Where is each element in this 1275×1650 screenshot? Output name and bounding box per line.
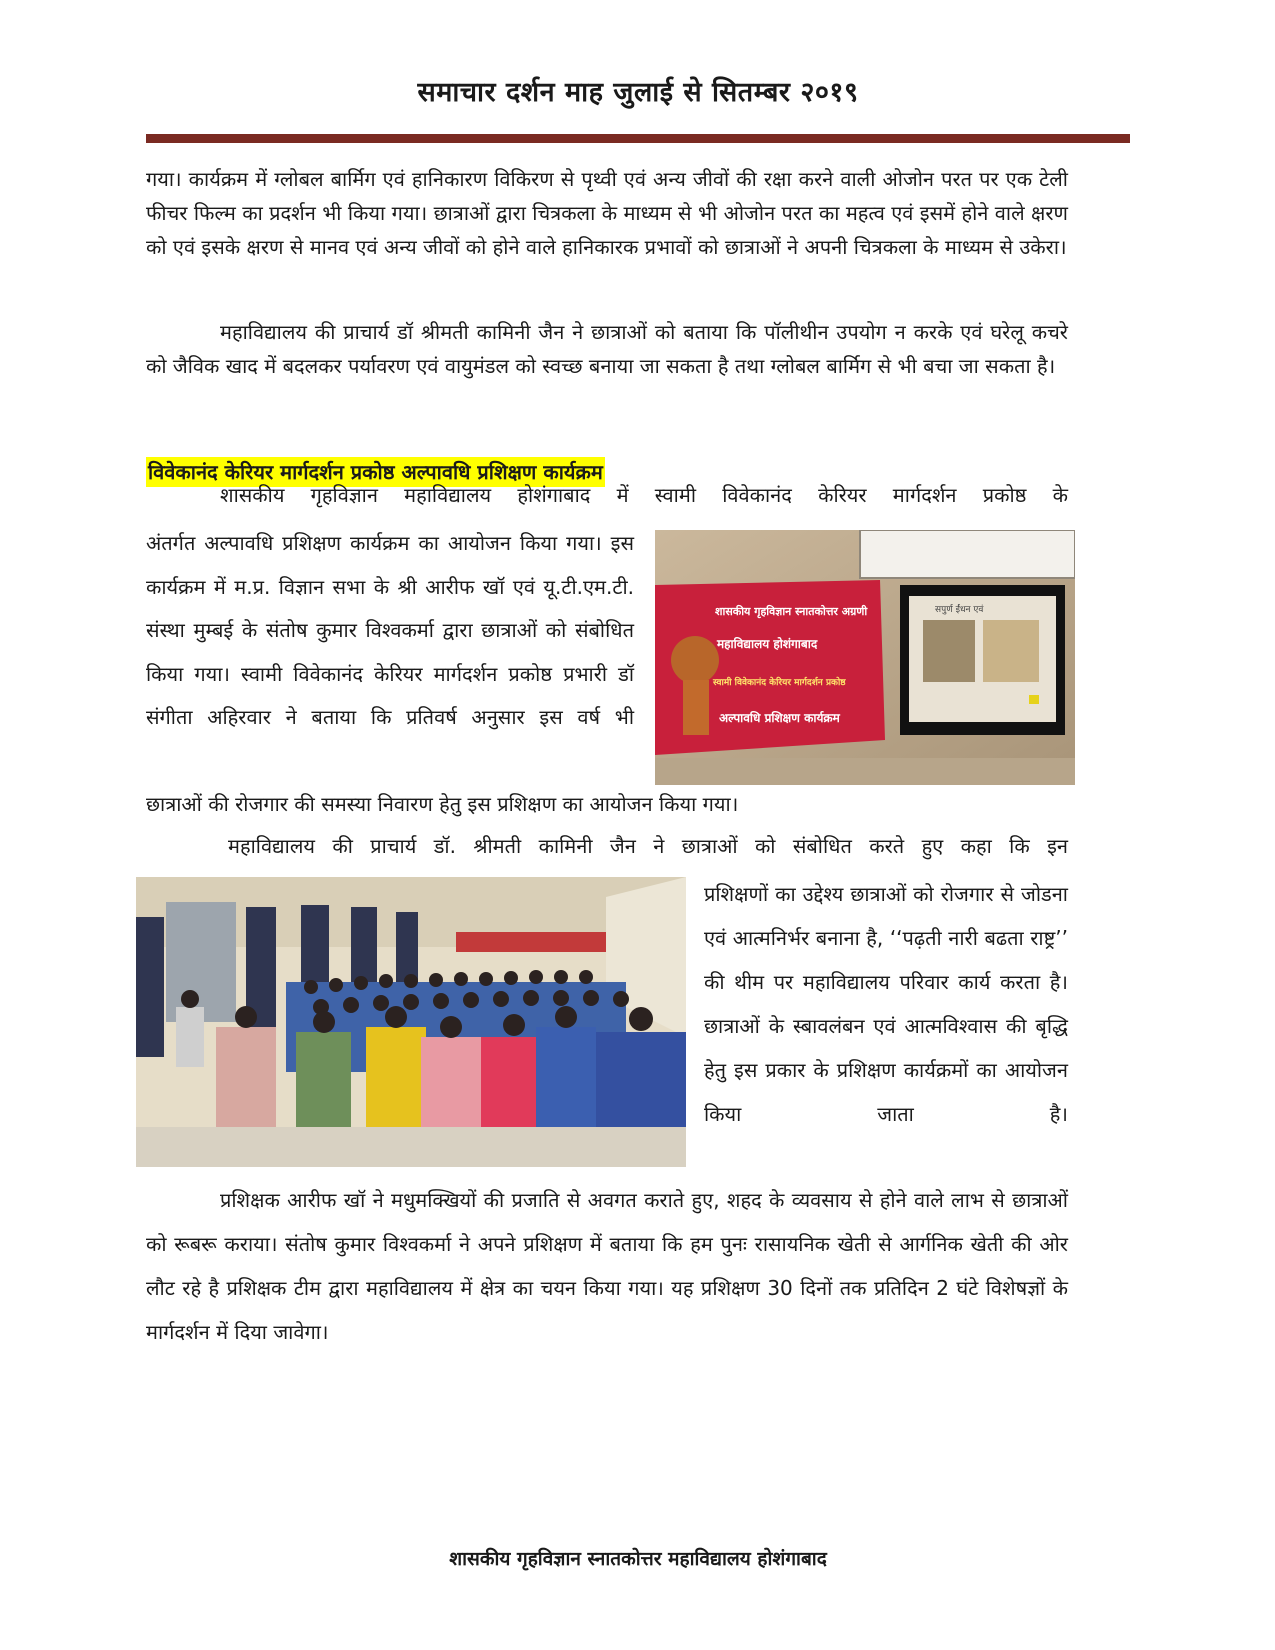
title-divider <box>146 134 1130 143</box>
banner-line-2: महाविद्यालय होशंगाबाद <box>717 637 818 651</box>
paragraph-training-end: छात्राओं की रोजगार की समस्या निवारण हेतु इस प्रशिक्षण का आयोजन किया गया। <box>146 792 739 816</box>
screen-caption: सपुर्ण ईंधन एवं <box>935 605 984 615</box>
paragraph-trainers: प्रशिक्षक आरीफ खॉ ने मधुमक्खियों की प्रजाति से अवगत कराते हुए, शहद के व्यवसाय से होने वाले लाभ से छात्राओं को रूबरू कराया। संतोष कुमार विश्वकर्मा ने अपने प्रशिक्षण में बताया कि हम पुनः रासायनिक खेती से आर्गनिक खेती की ओर लौट रहे है प्रशिक्षक टीम द्वारा महाविद्यालय में क्षेत्र का चयन किया गया। यह प्रशिक्षण 30 दिनों तक प्रतिदिन 2 घंटे विशेषज्ञों के मार्गदर्शन में दिया जावेगा। <box>146 1188 1068 1344</box>
paragraph-ozone: गया। कार्यक्रम में ग्लोबल बार्मिग एवं हानिकारण विकिरण से पृथ्वी एवं अन्य जीवों की रक्षा करने वाली ओजोन परत पर एक टेली फीचर फिल्म का प्रदर्शन भी किया गया। छात्राओं द्वारा चित्रकला के माध्यम से भी ओजोन परत का महत्व एवं इसमें होने वाले क्षरण को एवं इसके क्षरण से मानव एवं अन्य जीवों को होने वाले हानिकारक प्रभावों को छात्राओं ने अपनी चित्रकला के माध्यम से उकेरा। <box>146 167 1068 259</box>
paragraph-training-first-line: शासकीय गृहविज्ञान महाविद्यालय होशंगाबाद में स्वामी विवेकानंद केरियर मार्गदर्शन प्रकोष्ठ के <box>220 483 1068 507</box>
paragraph-principal-address-right-column: प्रशिक्षणों का उद्देश्य छात्राओं को रोजगार से जोडना एवं आत्मनिर्भर बनाना है, ‘‘पढ़ती नारी बढता राष्ट्र’’ की थीम पर महाविद्यालय परिवार कार्य करता है। छात्राओं के स्बावलंबन एवं आत्मविश्वास की बृद्धि हेतु इस प्रकार के प्रशिक्षण कार्यक्रमों का आयोजन किया जाता है। <box>704 882 1068 1126</box>
audience-hall-photo <box>136 877 686 1167</box>
banner-line-3: स्वामी विवेकानंद केरियर मार्गदर्शन प्रकोष्ठ <box>713 678 846 688</box>
page-footer: शासकीय गृहविज्ञान स्नातकोत्तर महाविद्यालय होशंगाबाद <box>449 1548 827 1570</box>
banner-line-1: शासकीय गृहविज्ञान स्नातकोत्तर अग्रणी <box>715 605 868 618</box>
paragraph-training-left-column: अंतर्गत अल्पावधि प्रशिक्षण कार्यक्रम का आयोजन किया गया। इस कार्यक्रम में म.प्र. विज्ञान सभा के श्री आरीफ खॉ एवं यू.टी.एम.टी. संस्था मुम्बई के संतोष कुमार विश्वकर्मा द्वारा छात्राओं को संबोधित किया गया। स्वामी विवेकानंद केरियर मार्गदर्शन प्रकोष्ठ प्रभारी डॉ संगीता अहिरवार ने बताया कि प्रतिवर्ष अनुसार इस वर्ष भी <box>146 531 634 729</box>
page-title: समाचार दर्शन माह जुलाई से सितम्बर २०१९ <box>417 77 859 108</box>
banner-screen-photo <box>655 530 1075 785</box>
paragraph-principal-environment: महाविद्यालय की प्राचार्य डॉ श्रीमती कामिनी जैन ने छात्राओं को बताया कि पॉलीथीन उपयोग न करके एवं घरेलू कचरे को जैविक खाद में बदलकर पर्यावरण एवं वायुमंडल को स्वच्छ बनाया जा सकता है तथा ग्लोबल बार्मिग से भी बचा जा सकता है। <box>146 320 1068 378</box>
paragraph-principal-address-first-line: महाविद्यालय की प्राचार्य डॉ. श्रीमती कामिनी जैन ने छात्राओं को संबोधित करते हुए कहा कि इन <box>228 834 1068 858</box>
banner-line-4: अल्पावधि प्रशिक्षण कार्यक्रम <box>719 711 840 725</box>
section-heading-career-cell: विवेकानंद केरियर मार्गदर्शन प्रकोष्ठ अल्पावधि प्रशिक्षण कार्यक्रम <box>146 457 605 487</box>
